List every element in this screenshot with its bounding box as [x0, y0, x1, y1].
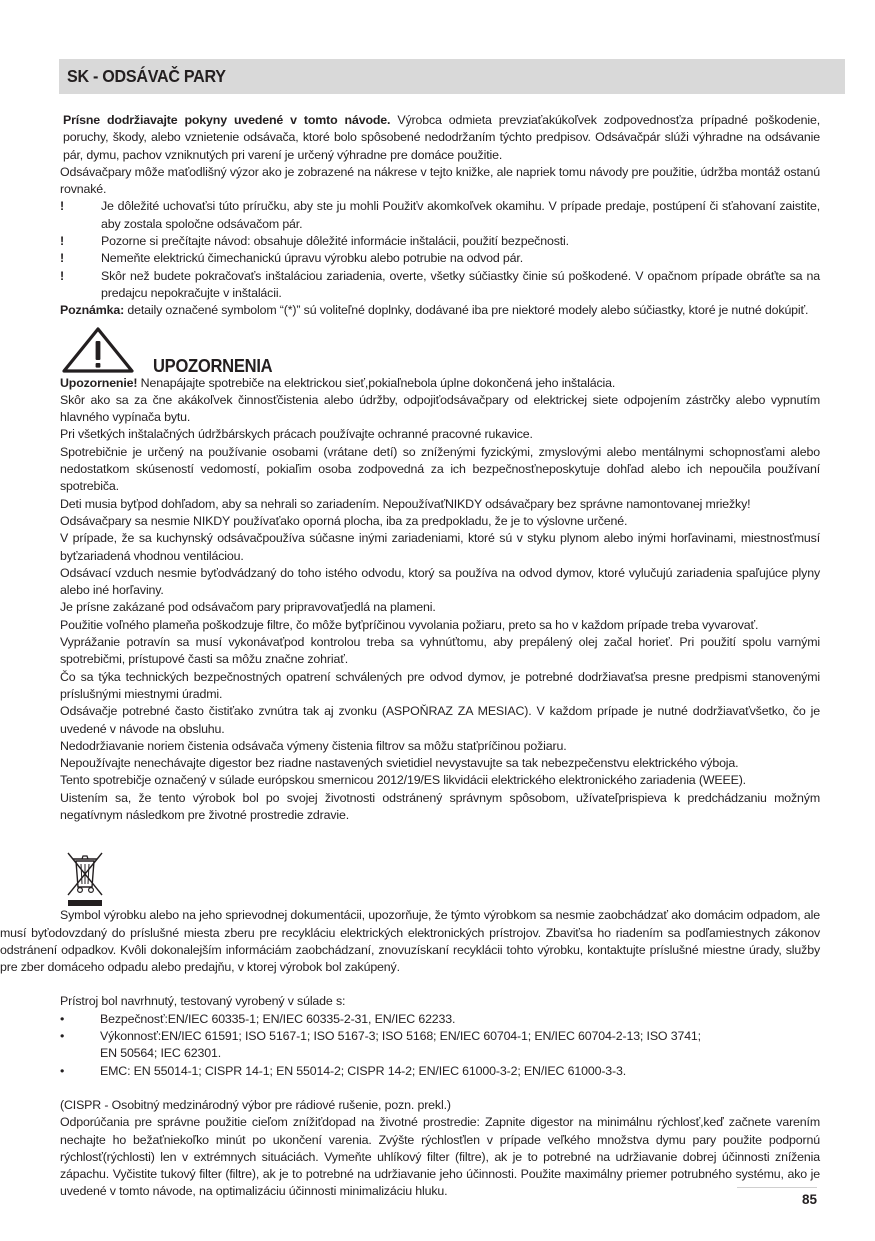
warning-paragraph: Nedodržiavanie noriem čistenia odsávača výmeny čistenia filtrov sa môžu staťpríčinou požiaru. — [60, 738, 567, 753]
notice-text: Pozorne si prečítajte návod: obsahuje dôležité informácie inštalácii, použití bezpečnosti. — [101, 234, 569, 249]
intro-paragraph — [60, 112, 820, 164]
notice-text: Skôr než budete pokračovaťs inštaláciou zariadenia, overte, všetky súčiastky činie sú poškodené. V opačnom prípade obráťte sa na predajcu nepokračujte v inštalácii. — [101, 268, 820, 300]
warning-paragraph: Je prísne zakázané pod odsávačom pary pripravovaťjedlá na plameni. — [60, 600, 436, 615]
compliance-text — [100, 1063, 820, 1080]
bullet-mark: • — [60, 1029, 65, 1044]
compliance-line: EMC: EN 55014-1; CISPR 14-1; EN 55014-2; CISPR 14-2; EN/IEC 61000-3-2; EN/IEC 61000-3-3. — [100, 1063, 627, 1078]
warnings-heading-row — [60, 326, 820, 377]
section-title-bar — [59, 59, 845, 94]
warning-paragraph: Skôr ako sa za čne akákoľvek činnosťčistenia alebo údržby, odpojiťodsávačpary od elektrickej siete odpojením zástrčky alebo vypnutím hlavného vypínača bytu. — [60, 392, 820, 425]
warning-paragraph: Použitie voľného plameňa poškodzuje filtre, čo môže byťpríčinou vyvolania požiaru, preto sa ho v každom prípade treba vyvarovať. — [60, 617, 759, 632]
recommendations-paragraph: Odporúčania pre správne použitie cieľom znížiťdopad na životné prostredie: Zapnite digestor na minimálnu rýchlosť,keď začnete varením nechajte ho bežaťniekoľko minút po ukončení varenia. Zvýšte rýchlosťlen v prípade veľkého množstva dymu pary použite podpornú rýchlosť(rýchlosti) len v extrémnych situáciách. Vymeňte uhlíkový filter (filtre), ak je to potrebné na udržiavanie dobrej účinnosti zníženia zápachu. Vyčistite tukový filter (filtre), ak je to potrebné na udržiavanie jeho účinnosti. Použite maximálny priemer potrubného systému, ako je uvedené v tomto návode, na optimalizáciu účinnosti minimalizáciu hluku. — [60, 1115, 820, 1199]
warning-paragraph: Odsávačje potrebné často čistiťako zvnútra tak aj zvonku (ASPOŇRAZ ZA MESIAC). V každom prípade je nutné dodržiavaťvšetko, čo je uvedené v návode na obsluhu. — [60, 704, 820, 736]
notice-text: Je dôležité uchovaťsi túto príručku, aby ste ju mohli Použiťv akomkoľvek okamihu. V prípade predaje, postúpení či sťahovaní zaistite, aby zostala spoločne odsávačom pár. — [101, 199, 820, 231]
notice-item — [60, 268, 820, 303]
warning-first — [60, 375, 820, 392]
warning-paragraph: Nepoužívajte nenechávajte digestor bez riadne nastavených svietidiel nevystavujte sa tak nebezpečenstvu elektrického výboja. — [60, 756, 739, 771]
warning-paragraph: Odsávací vzduch nesmie byťodvádzaný do toho istého odvodu, ktorý sa používa na odvod dymov, ktoré vylučujú zariadenia spaľujúce plyny alebo iné horľaviny. — [60, 565, 820, 598]
bullet-mark: • — [60, 1063, 65, 1078]
note-label: Poznámka: — [60, 303, 125, 318]
document-body — [0, 112, 820, 1201]
warning-paragraph: Deti musia byťpod dohľadom, aby sa nehrali so zariadením. NepoužívaťNIKDY odsávačpary bez správne namontovanej mriežky! — [60, 496, 751, 511]
warning-triangle-icon — [61, 326, 135, 374]
compliance-line: Bezpečnosť:EN/IEC 60335-1; EN/IEC 60335-2-31, EN/IEC 62233. — [100, 1011, 456, 1026]
warning-paragraph: Čo sa týka technických bezpečnostných opatrení schválených pre odvod dymov, je potrebné dodržiavaťsa presne predpismi stanovenými príslušnými miestnymi úradmi. — [60, 669, 820, 701]
cispr-note: (CISPR - Osobitný medzinárodný výbor pre rádiové rušenie, pozn. prekl.) — [60, 1097, 451, 1112]
intro-bold-lead: Prísne dodržiavajte pokyny uvedené v tomto návode. — [63, 113, 391, 127]
exclamation-mark: ! — [60, 251, 64, 266]
warning-paragraph: Odsávačpary sa nesmie NIKDY používaťako oporná plocha, iba za predpokladu, že je to výslovne určené. — [60, 513, 628, 528]
section-title: SK - ODSÁVAČ PARY — [67, 66, 226, 86]
compliance-line: EN 50564; IEC 62301. — [100, 1046, 221, 1061]
notice-item — [60, 250, 820, 267]
compliance-intro: Prístroj bol navrhnutý, testovaný vyrobený v súlade s: — [60, 994, 346, 1009]
compliance-text — [100, 1011, 820, 1028]
spacer — [60, 976, 820, 993]
compliance-item — [60, 1063, 820, 1080]
intro-paragraph-2: Odsávačpary môže maťodlišný výzor ako je zobrazené na nákrese v tejto knižke, ale napriek tomu návody pre použitie, údržba montáž ostanú rovnaké. — [60, 164, 820, 197]
notice-text: Nemeňte elektrickú čimechanickú úpravu výrobku alebo potrubie na odvod pár. — [101, 251, 523, 266]
notice-item — [60, 233, 820, 250]
weee-text: Symbol výrobku alebo na jeho sprievodnej dokumentácii, upozorňuje, že týmto výrobkom sa nesmie zaobchádzať ako domácim odpadom, ale musí byťodovzdaný do príslušné miesta zberu pre recykláciu elektrických elektronických prístrojov. Zbaviťsa ho riadením sa podľamiestnych zákonov odstránení odpadkov. Kvôli dokonalejším informáciám zaobchádzaní, znovuzískaní recyklácii tohto výrobku, kontaktujte príslušné miestne úrady, služby pre zber domáceho odpadu alebo predajňu, v ktorej výrobok bol zakúpený. — [0, 908, 820, 975]
warning-first-bold: Upozornenie! — [60, 375, 138, 390]
warning-paragraph: Spotrebičnie je určený na používanie osobami (vrátane detí) so zníženými fyzickými, zmyslovými alebo mentálnymi schopnosťami alebo nedostatkom skúseností vedomostí, pokiaľim osoba zodpovedná za ich bezpečnosťneposkytuje dohľad alebo ich nepoučila používaní spotrebiča. — [60, 444, 820, 494]
note-text: detaily označené symbolom “(*)” sú voliteľné doplnky, dodávané iba pre niektoré modely alebo súčiastky, ktoré je nutné dokúpiť. — [124, 303, 809, 318]
spacer — [60, 1080, 820, 1097]
intro-text: Výrobca odmieta prevziaťakúkoľvek zodpovednosťza prípadné poškodenie, poruchy, škody, alebo vznietenie odsávača, ktoré bolo spôsobené nedodržaním týchto predpisov. Odsávačpár slúži výhradne na odsávanie pár, dymu, pachov vzniknutých pri varení je určený výhradne pre domáce použitie. — [63, 113, 820, 162]
crossed-out-wheelie-bin-icon — [62, 845, 108, 909]
warnings-heading: UPOZORNENIA — [153, 356, 273, 377]
page-number: 85 — [801, 1192, 817, 1207]
compliance-line: Výkonnosť:EN/IEC 61591; ISO 5167-1; ISO 5167-3; ISO 5168; EN/IEC 60704-1; EN/IEC 60704-2-13; ISO 3741; — [100, 1029, 701, 1044]
warning-paragraph: Uistením sa, že tento výrobok bol po svojej životnosti odstránený správnym spôsobom, užívateľprispieva k predchádzaniu možným negatívnym následkom pre životné prostredie zdravie. — [60, 790, 820, 822]
notice-item — [60, 198, 820, 233]
warning-first-text: Nenapájajte spotrebiče na elektrickou sieť,pokiaľnebola úplne dokončená jeho inštalácia. — [137, 375, 616, 390]
exclamation-mark: ! — [60, 234, 64, 249]
warning-paragraph: Tento spotrebičje označený v súlade európskou smernicou 2012/19/ES likvidácii elektrického elektronického zariadenia (WEEE). — [60, 773, 746, 788]
weee-section — [0, 843, 820, 976]
weee-icon-box — [60, 843, 120, 907]
bullet-mark: • — [60, 1011, 65, 1026]
warning-paragraph: V prípade, že sa kuchynský odsávačpoužíva súčasne inými zariadeniami, ktoré sú v styku plynom alebo inými horľavinami, miestnosťmusí byťzariadená vhodnou ventiláciou. — [60, 531, 820, 563]
compliance-item — [60, 1011, 820, 1028]
note-paragraph — [60, 302, 820, 319]
exclamation-mark: ! — [60, 199, 64, 214]
footer-divider — [737, 1187, 817, 1188]
exclamation-mark: ! — [60, 268, 64, 283]
warning-paragraph: Pri všetkých inštalačných údržbárskych prácach používajte ochranné pracovné rukavice. — [60, 427, 533, 442]
warning-paragraph: Vyprážanie potravín sa musí vykonávaťpod kontrolou treba sa vyhnúťtomu, aby prepálený olej začal horieť. Pri použití spolu varnými spotrebičmi, prístupové časti sa môžu značne zohriať. — [60, 635, 820, 667]
compliance-text — [100, 1028, 820, 1063]
compliance-item — [60, 1028, 820, 1063]
